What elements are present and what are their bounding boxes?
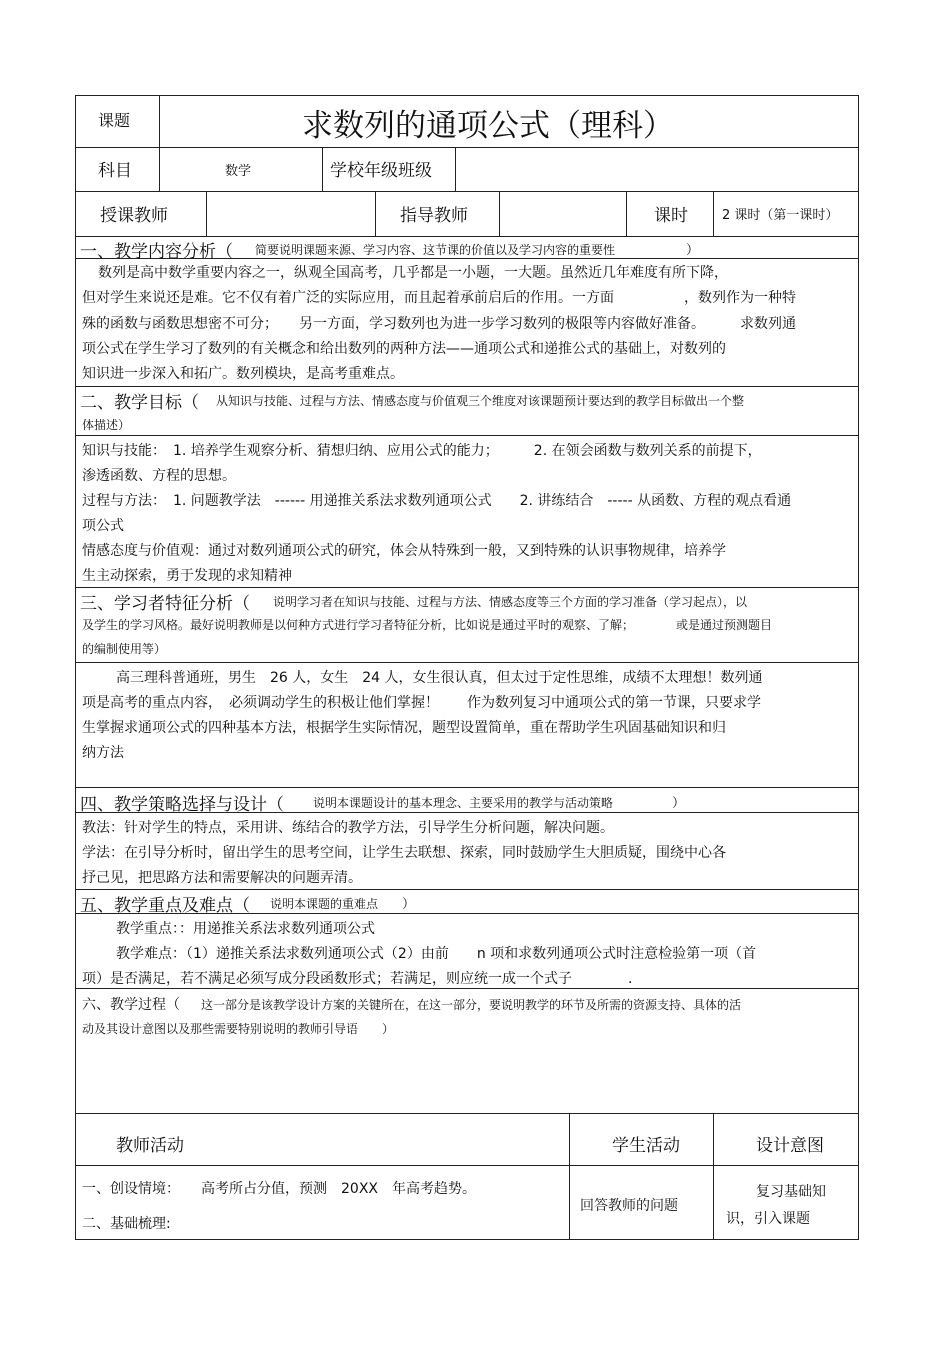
row-divider	[75, 587, 859, 588]
row-divider	[75, 988, 859, 989]
section-3-line: 高三理科普通班，男生 26 人，女生 24 人，女生很认真，但太过于定性思维，成绩不太理想！数列通	[116, 670, 763, 686]
col-header-teacher: 教师活动	[116, 1136, 184, 1156]
col-divider	[455, 147, 456, 191]
design-intent-line: 识，引入课题	[726, 1211, 810, 1227]
section-2-line: 情感态度与价值观：通过对数列通项公式的研究，体会从特殊到一般，又到特殊的认识事物规律，培养学	[82, 543, 726, 559]
section-4-line: 学法：在引导分析时，留出学生的思考空间，让学生去联想、探索，同时鼓励学生大胆质疑，围绕中心各	[82, 845, 726, 861]
section-1-close: ）	[686, 243, 700, 258]
section-1-note: 简要说明课题来源、学习内容、这节课的价值以及学习内容的重要性	[255, 243, 616, 257]
subject-value: 数学	[225, 164, 252, 179]
section-3-note: 说明学习者在知识与技能、过程与方法、情感态度等三个方面的学习准备（学习起点），以	[273, 595, 748, 609]
section-4-note: 说明本课题设计的基本理念、主要采用的教学与活动策略	[313, 796, 614, 810]
topic-label: 课题	[98, 111, 131, 130]
section-2-line: 渗透函数、方程的思想。	[82, 468, 236, 484]
section-3-title: 三、学习者特征分析（	[80, 594, 250, 614]
advisor-label: 指导教师	[400, 206, 468, 226]
subject-label: 科目	[98, 161, 132, 181]
col-divider	[569, 1113, 570, 1240]
row-divider	[75, 889, 859, 890]
row-divider	[75, 662, 859, 663]
row-divider	[75, 1165, 859, 1166]
col-divider	[206, 191, 207, 236]
section-5-note: 说明本课题的重难点	[270, 897, 379, 911]
col-divider	[626, 191, 627, 236]
section-2-title: 二、教学目标（	[80, 393, 199, 413]
period-label: 课时	[654, 206, 688, 226]
col-divider	[322, 147, 323, 191]
section-5-line: 教学难点：（1）递推关系法求数列通项公式（2）由前 n 项和求数列通项公式时注意检验第一项（首	[116, 946, 757, 962]
col-header-design: 设计意图	[756, 1136, 824, 1156]
row-divider	[75, 386, 859, 387]
section-4-line: 抒己见，把思路方法和需要解决的问题弄清。	[82, 870, 362, 886]
section-1-line: 数列是高中数学重要内容之一，纵观全国高考，几乎都是一小题，一大题。虽然近几年难度有所下降，	[98, 265, 728, 281]
section-5-line: 项）是否满足，若不满足必须写成分段函数形式；若满足，则应统一成一个式子 .	[82, 971, 633, 987]
teacher-activity-line: 一、创设情境： 高考所占分值，预测 20XX 年高考趋势。	[82, 1181, 476, 1197]
school-label: 学校年级班级	[330, 161, 432, 181]
col-divider	[713, 1113, 714, 1240]
section-4-title: 四、教学策略选择与设计（	[80, 795, 284, 815]
teacher-label: 授课教师	[100, 206, 168, 226]
section-5-title: 五、教学重点及难点（	[80, 896, 250, 916]
col-divider	[159, 95, 160, 191]
section-1-line: 知识进一步深入和拓广。数列模块，是高考重难点。	[82, 366, 404, 382]
section-1-title: 一、教学内容分析（	[80, 242, 233, 262]
section-2-line: 知识与技能： 1. 培养学生观察分析、猜想归纳、应用公式的能力； 2. 在领会函数与数列关系的前提下，	[82, 443, 762, 459]
row-divider	[75, 787, 859, 788]
row-divider	[75, 435, 859, 436]
row-divider	[75, 147, 859, 148]
section-1-line: 但对学生来说还是难。它不仅有着广泛的实际应用，而且起着承前启后的作用。一方面 ，数列作为一种特	[82, 290, 796, 306]
section-3-line: 项是高考的重点内容， 必须调动学生的积极让他们掌握！ 作为数列复习中通项公式的第一节课，只要求学	[82, 695, 761, 711]
col-divider	[499, 191, 500, 236]
col-divider	[713, 191, 714, 236]
section-5-close: ）	[402, 897, 416, 912]
section-1-line: 殊的函数与函数思想密不可分； 另一方面，学习数列也为进一步学习数列的极限等内容做好准备。 求数列通	[82, 316, 796, 332]
section-6-title: 六、教学过程（	[82, 997, 180, 1013]
section-3-note: 及学生的学习风格。最好说明教师是以何种方式进行学习者特征分析，比如说是通过平时的观察、了解； 或是通过预测题目	[82, 618, 773, 632]
section-3-note: 的编制使用等）	[82, 642, 167, 656]
section-4-close: ）	[672, 796, 686, 811]
period-value: 2 课时（第一课时）	[722, 208, 839, 223]
design-intent-line: 复习基础知	[756, 1184, 826, 1200]
section-2-line: 过程与方法： 1. 问题教学法 ------ 用递推关系法求数列通项公式 2. 讲练结合 ----- 从函数、方程的观点看通	[82, 493, 792, 509]
section-2-note: 从知识与技能、过程与方法、情感态度与价值观三个维度对该课题预计要达到的教学目标做出一个整	[216, 394, 745, 408]
section-6-note: 动及其设计意图以及那些需要特别说明的教师引导语 ）	[82, 1022, 395, 1036]
student-activity: 回答教师的问题	[580, 1198, 678, 1214]
section-6-note: 这一部分是该教学设计方案的关键所在，在这一部分，要说明教学的环节及所需的资源支持、具体的活	[201, 998, 742, 1012]
row-divider	[75, 191, 859, 192]
section-3-line: 生掌握求通项公式的四种基本方法，根据学生实际情况，题型设置简单，重在帮助学生巩固基础知识和归	[82, 720, 726, 736]
teacher-activity-line: 二、基础梳理:	[82, 1216, 171, 1232]
col-divider	[375, 191, 376, 236]
section-3-line: 纳方法	[82, 745, 124, 761]
page-title: 求数列的通项公式（理科）	[302, 108, 674, 144]
section-2-line: 项公式	[82, 518, 124, 534]
section-5-line: 教学重点：：用递推关系法求数列通项公式	[116, 921, 375, 937]
section-2-line: 生主动探索，勇于发现的求知精神	[82, 568, 292, 584]
section-4-line: 教法：针对学生的特点，采用讲、练结合的教学方法，引导学生分析问题，解决问题。	[82, 820, 614, 836]
section-1-line: 项公式在学生学习了数列的有关概念和给出数列的两种方法——通项公式和递推公式的基础上，对数列的	[82, 341, 726, 357]
section-2-note: 体描述）	[82, 418, 131, 432]
col-header-student: 学生活动	[612, 1136, 680, 1156]
row-divider	[75, 1113, 859, 1114]
